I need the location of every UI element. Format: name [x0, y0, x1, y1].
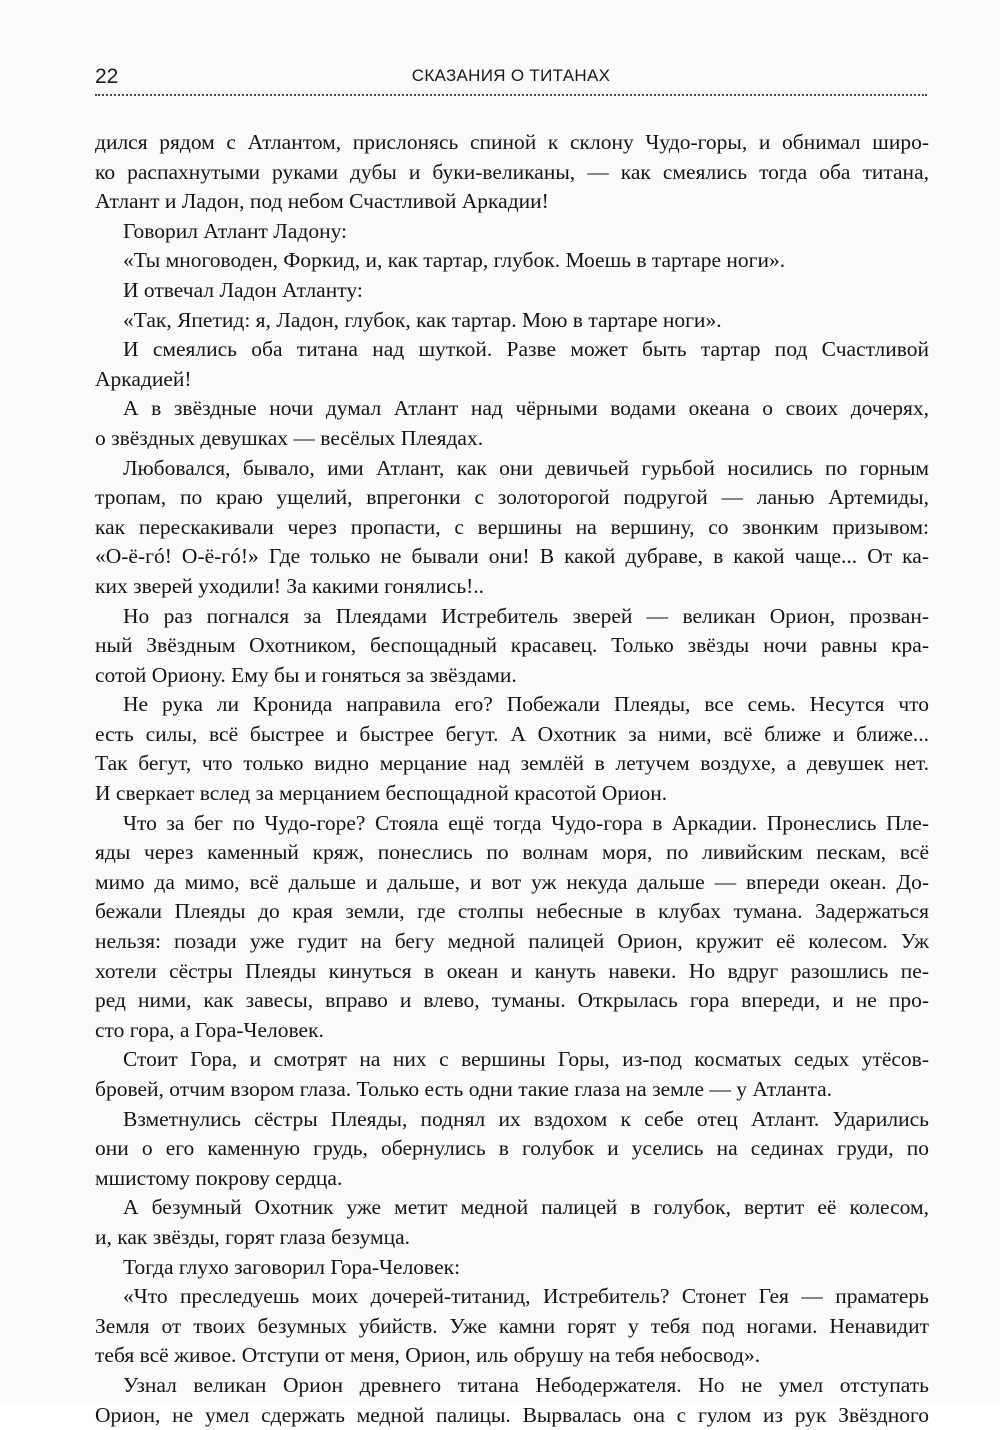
text-line: «Что преследуешь моих дочерей-титанид, Истребитель? Стонет Гея — праматерь: [123, 1284, 929, 1309]
text-line: бровей, отчим взором глаза. Только есть одни такие глаза на земле — у Атланта.: [95, 1077, 833, 1101]
text-line: Атлант и Ладон, под небом Счастливой Аркадии!: [95, 189, 549, 214]
text-line: яды через каменный кряж, понеслись по волнам моря, по ливийским пескам, всё: [95, 840, 929, 865]
text-line: Но раз погнался за Плеядами Истребитель зверей — великан Орион, прозван-: [123, 603, 929, 628]
text-line: А в звёздные ночи думал Атлант над чёрными водами океана о своих дочерях,: [123, 396, 929, 421]
text-line: тропам, по краю ущелий, впрегонки с золоторогой подругой — ланью Артемиды,: [95, 485, 929, 510]
running-title: СКАЗАНИЯ О ТИТАНАХ: [411, 66, 611, 85]
text-line: хотели сёстры Плеяды кинуться в океан и кануть навеки. Но вдруг разошлись пе-: [95, 958, 929, 983]
page-number: 22: [95, 65, 119, 88]
text-line: И смеялись оба титана над шуткой. Разве может быть тартар под Счастливой: [123, 337, 929, 362]
text-line: Любовался, бывало, ими Атлант, как они девичьей гурьбой носились по горным: [123, 455, 929, 480]
text-line: ко распахнутыми руками дубы и буки-великаны, — как смеялись тогда оба титана,: [95, 159, 929, 184]
text-line: Аркадией!: [95, 366, 192, 391]
text-line: «О-ё-гó! О-ё-гó!» Где только не бывали они! В какой дубраве, в какой чаще... От ка-: [95, 544, 929, 569]
text-line: дился рядом с Атлантом, прислонясь спиной к склону Чудо-горы, и обнимал широ-: [95, 130, 929, 154]
text-line: Тогда глухо заговорил Гора-Человек:: [123, 1254, 461, 1279]
header-divider: [95, 94, 927, 96]
text-line: Взметнулись сёстры Плеяды, поднял их вздохом к себе отец Атлант. Ударились: [123, 1106, 929, 1131]
text-line: мшистому покрову сердца.: [95, 1165, 343, 1190]
text-line: тебя всё живое. Отступи от меня, Орион, иль обрушу на тебя небосвод».: [95, 1343, 761, 1368]
text-line: сотой Ориону. Ему бы и гоняться за звёздами.: [95, 662, 517, 687]
page-header: [95, 64, 927, 96]
text-line: «Ты многоводен, Форкид, и, как тартар, глубок. Моешь в тартаре ноги».: [123, 248, 786, 273]
text-line: Орион, не умел сдержать медной палицы. Вырвалась она с гулом из рук Звёздного: [95, 1402, 929, 1427]
text-line: Узнал великан Орион древнего титана Небодержателя. Но не умел отступать: [123, 1372, 929, 1397]
text-line: «Так, Япетид: я, Ладон, глубок, как тартар. Мою в тартаре ноги».: [123, 307, 722, 332]
text-line: ный Звёздным Охотником, беспощадный красавец. Только звёзды ночи равны кра-: [95, 633, 929, 658]
text-line: есть силы, всё быстрее и быстрее бегут. А Охотник за ними, всё ближе и ближе...: [95, 721, 929, 746]
text-line: И отвечал Ладон Атланту:: [123, 277, 363, 302]
text-line: Не рука ли Кронида направила его? Побежали Плеяды, все семь. Несутся что: [123, 692, 929, 717]
text-line: Земля от твоих безумных убийств. Уже камни горят у тебя под ногами. Ненавидит: [95, 1313, 929, 1338]
text-line: ких зверей уходили! За какими гонялись!..: [95, 573, 485, 598]
text-line: А безумный Охотник уже метит медной палицей в голубок, вертит её колесом,: [123, 1195, 929, 1220]
text-line: как перескакивали через пропасти, с вершины на вершину, со звонким призывом:: [95, 514, 929, 539]
text-line: и, как звёзды, горят глаза безумца.: [95, 1224, 411, 1249]
text-line: бежали Плеяды до края земли, где столпы небесные в клубах тумана. Задержаться: [95, 899, 929, 924]
text-line: они о его каменную грудь, обернулись в голубок и уселись на сединах груди, по: [95, 1136, 929, 1161]
body-text: [95, 128, 929, 1430]
text-line: мимо да мимо, всё дальше и дальше, и вот уж некуда дальше — впереди океан. До-: [95, 869, 929, 894]
text-line: о звёздных девушках — весёлых Плеядах.: [95, 425, 484, 450]
text-line: ред ними, как завесы, вправо и влево, туманы. Открылась гора впереди, и не про-: [95, 988, 929, 1013]
text-line: сто гора, а Гора-Человек.: [95, 1017, 324, 1042]
text-line: Так бегут, что только видно мерцание над землёй в летучем воздухе, а девушек нет.: [95, 751, 929, 776]
text-line: И сверкает вслед за мерцанием беспощадной красотой Орион.: [95, 781, 668, 806]
text-line: нельзя: позади уже гудит на бегу медной палицей Орион, кружит её колесом. Уж: [95, 929, 929, 954]
text-line: Говорил Атлант Ладону:: [123, 218, 348, 243]
text-line: Что за бег по Чудо-горе? Стояла ещё тогда Чудо-гора в Аркадии. Пронеслись Пле-: [123, 810, 929, 835]
text-line: Стоит Гора, и смотрят на них с вершины Горы, из-под косматых седых утёсов-: [123, 1047, 929, 1072]
